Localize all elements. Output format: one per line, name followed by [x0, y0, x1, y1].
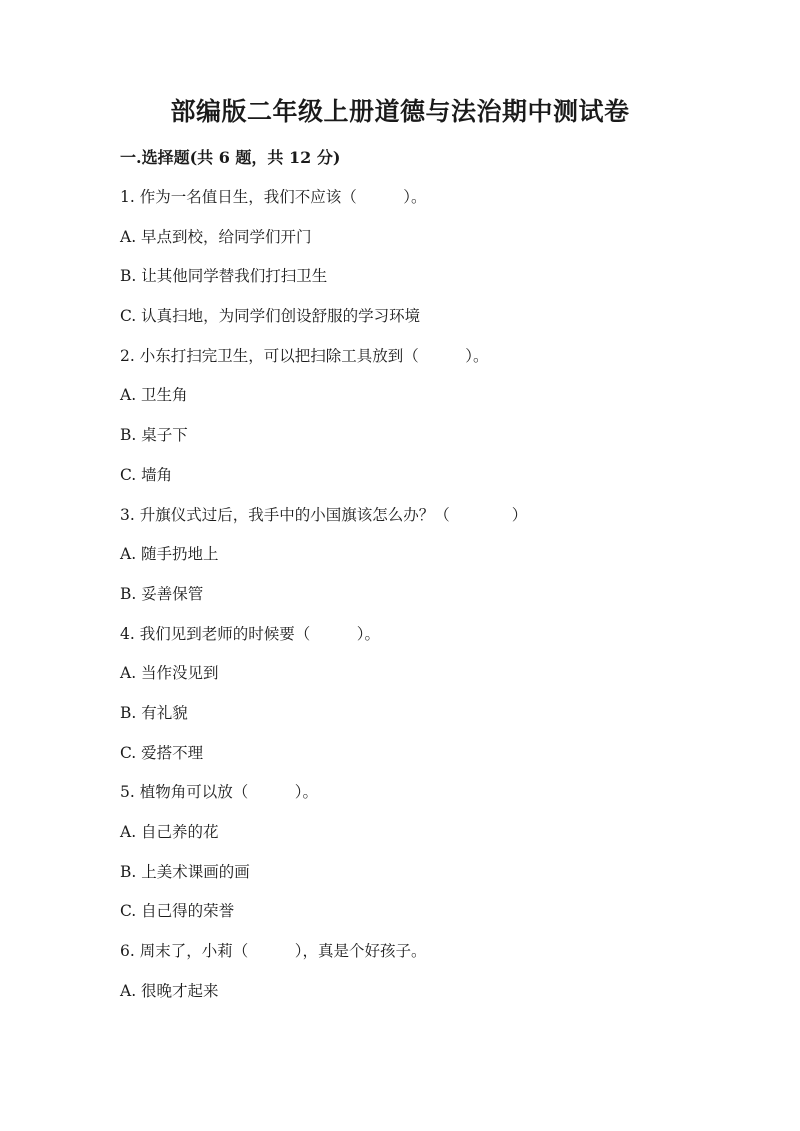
question-list [120, 185, 720, 1018]
answer-option: C. 自己得的荣誉 [120, 902, 235, 921]
question-stem: 2. 小东打扫完卫生，可以把扫除工具放到（ ）。 [120, 346, 489, 365]
question-stem: 6. 周末了，小莉（ ），真是个好孩子。 [120, 942, 427, 961]
answer-option: A. 早点到校，给同学们开门 [120, 227, 312, 246]
answer-option: A. 很晚才起来 [120, 981, 219, 1000]
answer-option: C. 墙角 [120, 465, 173, 484]
question-stem: 3. 升旗仪式过后，我手中的小国旗该怎么办？（ ） [120, 505, 528, 524]
question-stem: 5. 植物角可以放（ ）。 [120, 783, 318, 802]
page-title: 部编版二年级上册道德与法治期中测试卷 [170, 97, 630, 126]
answer-option: B. 桌子下 [120, 426, 188, 445]
answer-option: C. 爱搭不理 [120, 743, 204, 762]
answer-option: B. 让其他同学替我们打扫卫生 [120, 267, 328, 286]
question-stem: 1. 作为一名值日生，我们不应该（ ）。 [120, 188, 427, 206]
answer-option: B. 上美术课画的画 [120, 862, 250, 881]
answer-option: A. 自己养的花 [120, 823, 219, 841]
answer-option: A. 随手扔地上 [120, 545, 219, 564]
section-heading: 一.选择题(共 6 题，共 12 分) [120, 148, 341, 167]
answer-option: B. 有礼貌 [120, 703, 188, 722]
question-stem: 4. 我们见到老师的时候要（ ）。 [120, 624, 380, 643]
answer-option: C. 认真扫地，为同学们创设舒服的学习环境 [120, 307, 421, 326]
answer-option: A. 卫生角 [120, 386, 188, 405]
answer-option: A. 当作没见到 [120, 664, 219, 683]
answer-option: B. 妥善保管 [120, 584, 204, 603]
